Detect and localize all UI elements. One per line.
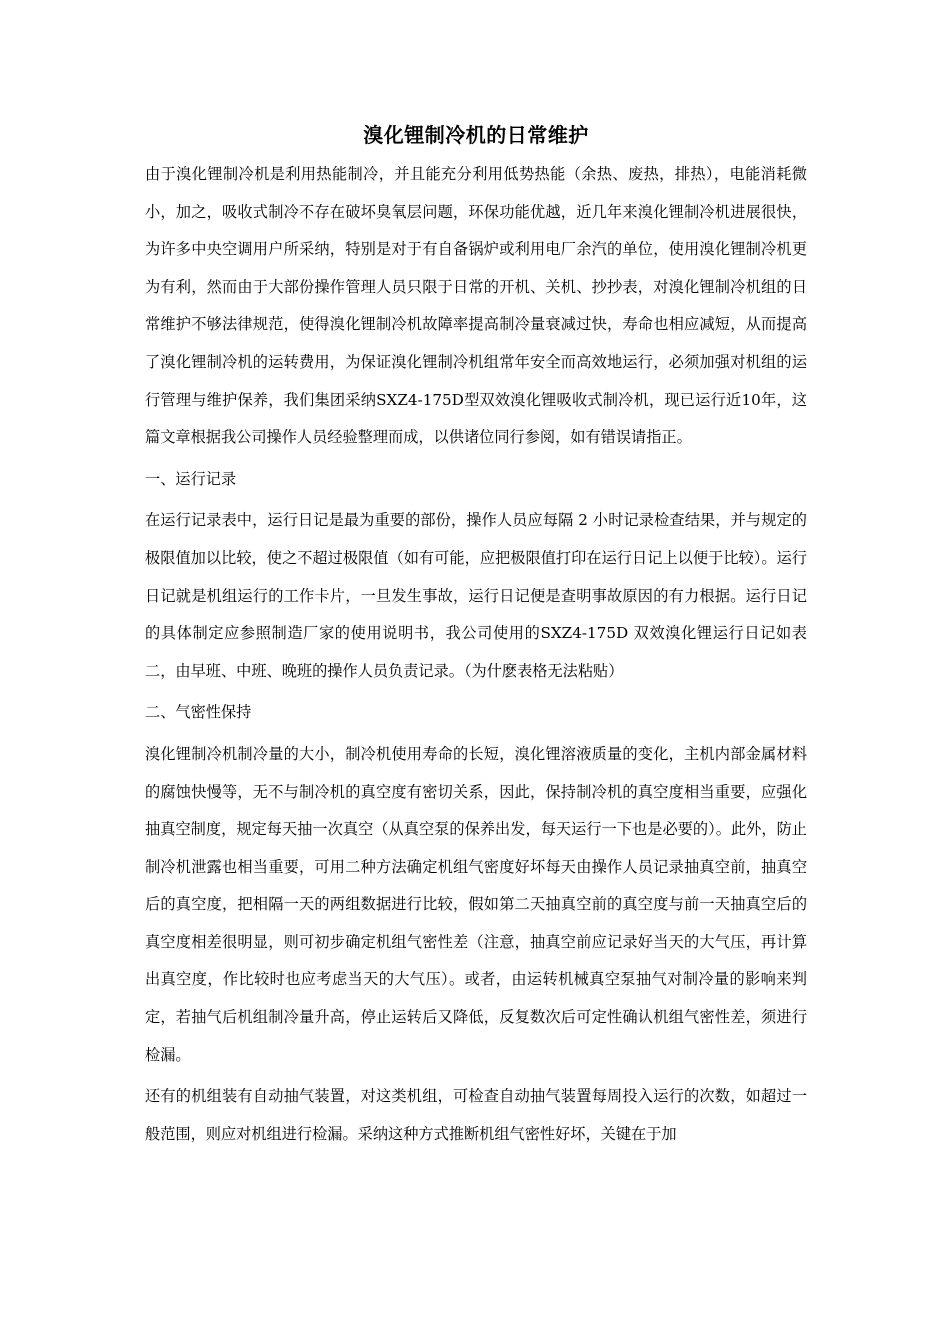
document-page xyxy=(145,120,807,1157)
section-body-operation-record: 在运行记录表中，运行日记是最为重要的部份，操作人员应每隔 2 小时记录检查结果，并与规定的极限值加以比较，使之不超过极限值（如有可能，应把极限值打印在运行日记上以便于比较）。运行日记就是机组运行的工作卡片，一旦发生事故，运行日记便是查明事故原因的有力根据。运行日记的具体制定应参照制造厂家的使用说明书，我公司使用的SXZ4-175D 双效溴化锂运行日记如表二，由早班、中班、晚班的操作人员负责记录。（为什麽表格无法粘贴） xyxy=(145,511,807,680)
section-heading-air-tightness: 二、气密性保持 xyxy=(145,703,252,722)
intro-paragraph: 由于溴化锂制冷机是利用热能制冷，并且能充分利用低势热能（余热、废热，排热），电能消耗微小，加之，吸收式制冷不存在破坏臭氧层问题，环保功能优越，近几年来溴化锂制冷机进展很快，为许多中央空调用户所采纳，特别是对于有自备锅炉或利用电厂余汽的单位，使用溴化锂制冷机更为有利，然而由于大部份操作管理人员只限于日常的开机、关机、抄抄表，对溴化锂制冷机组的日常维护不够法律规范，使得溴化锂制冷机故障率提高制冷量衰减过快，寿命也相应减短，从而提高了溴化锂制冷机的运转费用，为保证溴化锂制冷机组常年安全而高效地运行，必须加强对机组的运行管理与维护保养，我们集团采纳SXZ4-175D型双效溴化锂吸收式制冷机，现已运行近10年，这篇文章根据我公司操作人员经验整理而成，以供诸位同行参阅，如有错误请指正。 xyxy=(145,165,807,447)
section-body-air-tightness-2: 还有的机组装有自动抽气装置，对这类机组，可检查自动抽气装置每周投入运行的次数，如超过一般范围，则应对机组进行检漏。采纳这种方式推断机组气密性好坏，关键在于加 xyxy=(145,1087,807,1143)
section-body-air-tightness-1: 溴化锂制冷机制冷量的大小，制冷机使用寿命的长短，溴化锂溶液质量的变化，主机内部金属材料的腐蚀快慢等，无不与制冷机的真空度有密切关系，因此，保持制冷机的真空度相当重要，应强化抽真空制度，规定每天抽一次真空（从真空泵的保养出发，每天运行一下也是必要的）。此外，防止制冷机泄露也相当重要，可用二种方法确定机组气密度好坏每天由操作人员记录抽真空前，抽真空后的真空度，把相隔一天的两组数据进行比较，假如第二天抽真空前的真空度与前一天抽真空后的真空度相差很明显，则可初步确定机组气密性差（注意，抽真空前应记录好当天的大气压，再计算出真空度，作比较时也应考虑当天的大气压）。或者，由运转机械真空泵抽气对制冷量的影响来判定，若抽气后机组制冷量升高，停止运转后又降低，反复数次后可定性确认机组气密性差，须进行检漏。 xyxy=(145,744,807,1064)
document-title: 溴化锂制冷机的日常维护 xyxy=(363,123,589,147)
section-heading-operation-record: 一、运行记录 xyxy=(145,469,237,488)
